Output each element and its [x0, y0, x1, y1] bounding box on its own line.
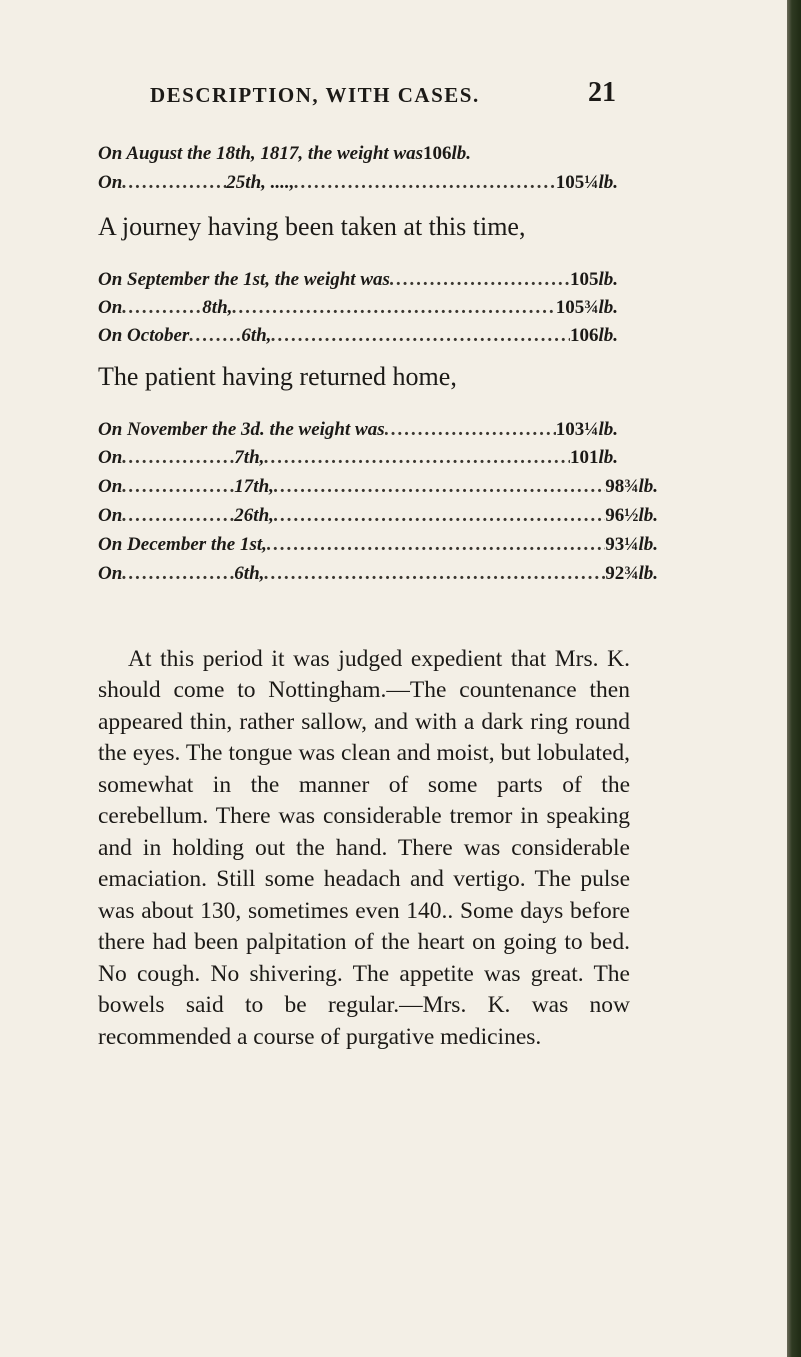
entry-lead: On November the 3d. the weight was	[98, 419, 385, 440]
entry-weight: 106lb.	[423, 143, 472, 164]
entry-weight: 92¾lb.	[605, 563, 658, 584]
weight-entry-nov-3	[98, 419, 618, 447]
entry-weight: 105¼lb.	[555, 172, 618, 193]
entry-lead: On September the 1st, the weight was	[98, 269, 390, 290]
weight-entry-dec-6	[98, 563, 658, 591]
entry-lead: On August the 18th, 1817, the weight was	[98, 143, 424, 164]
entry-weight: 98¾lb.	[605, 476, 658, 497]
entry-date: 7th,	[234, 447, 265, 468]
entry-weight: 103¼lb.	[555, 419, 618, 440]
weight-entry-aug-25	[98, 172, 618, 200]
entry-date: 8th,	[202, 297, 233, 318]
entry-weight: 105¾lb.	[555, 297, 618, 318]
case-paragraph: At this period it was judged expedient that Mrs. K. should come to Nottingham.—The countenance then appeared thin, rather sallow, and with a dark ring round the eyes. The tongue was clean and moist, but lobulated, somewhat in the manner of some parts of the cerebellum. There was considerable tremor in speaking and in holding out the hand. There was considerable emaciation. Still some headach and vertigo. The pulse was about 130, sometimes even 140.. Some days before there had been palpitation of the heart on going to bed. No cough. No shivering. The appetite was great. The bowels said to be regular.—Mrs. K. was now recommended a course of purgative medicines.	[98, 645, 630, 1050]
entry-lead: On	[98, 563, 123, 584]
entry-weight: 96½lb.	[605, 505, 658, 526]
transition-returned-home: The patient having returned home,	[98, 362, 457, 391]
transition-journey: A journey having been taken at this time,	[98, 212, 526, 241]
entry-date: 17th,	[234, 476, 274, 497]
entry-lead: On	[98, 447, 123, 468]
entry-weight: 93¼lb.	[605, 534, 658, 555]
running-head: DESCRIPTION, WITH CASES.	[150, 83, 480, 107]
entry-weight: 106lb.	[569, 325, 618, 346]
weight-entry-oct-6	[98, 325, 618, 353]
entry-date: 6th,	[234, 563, 265, 584]
entry-lead: On	[98, 505, 123, 526]
entry-date: 6th,	[241, 325, 272, 346]
weight-entry-dec-1	[98, 534, 658, 562]
weight-entry-sep-1	[98, 269, 618, 297]
entry-weight: 101lb.	[569, 447, 618, 468]
entry-lead: On	[98, 172, 123, 193]
weight-entry-nov-17	[98, 476, 658, 504]
weight-entry-aug-18	[98, 143, 618, 171]
weight-entry-sep-8	[98, 297, 618, 325]
entry-date: 26th,	[234, 505, 274, 526]
entry-date: 25th, ....,	[226, 172, 295, 193]
entry-lead: On December the 1st,	[98, 534, 267, 555]
page-number: 21	[588, 77, 616, 108]
weight-entry-nov-7	[98, 447, 618, 475]
entry-lead: On	[98, 476, 123, 497]
entry-weight: 105lb.	[569, 269, 618, 290]
entry-lead: On October	[98, 325, 190, 346]
entry-lead: On	[98, 297, 123, 318]
page-header	[0, 77, 801, 123]
page-edge-binding	[787, 0, 801, 1357]
weight-entry-nov-26	[98, 505, 658, 533]
